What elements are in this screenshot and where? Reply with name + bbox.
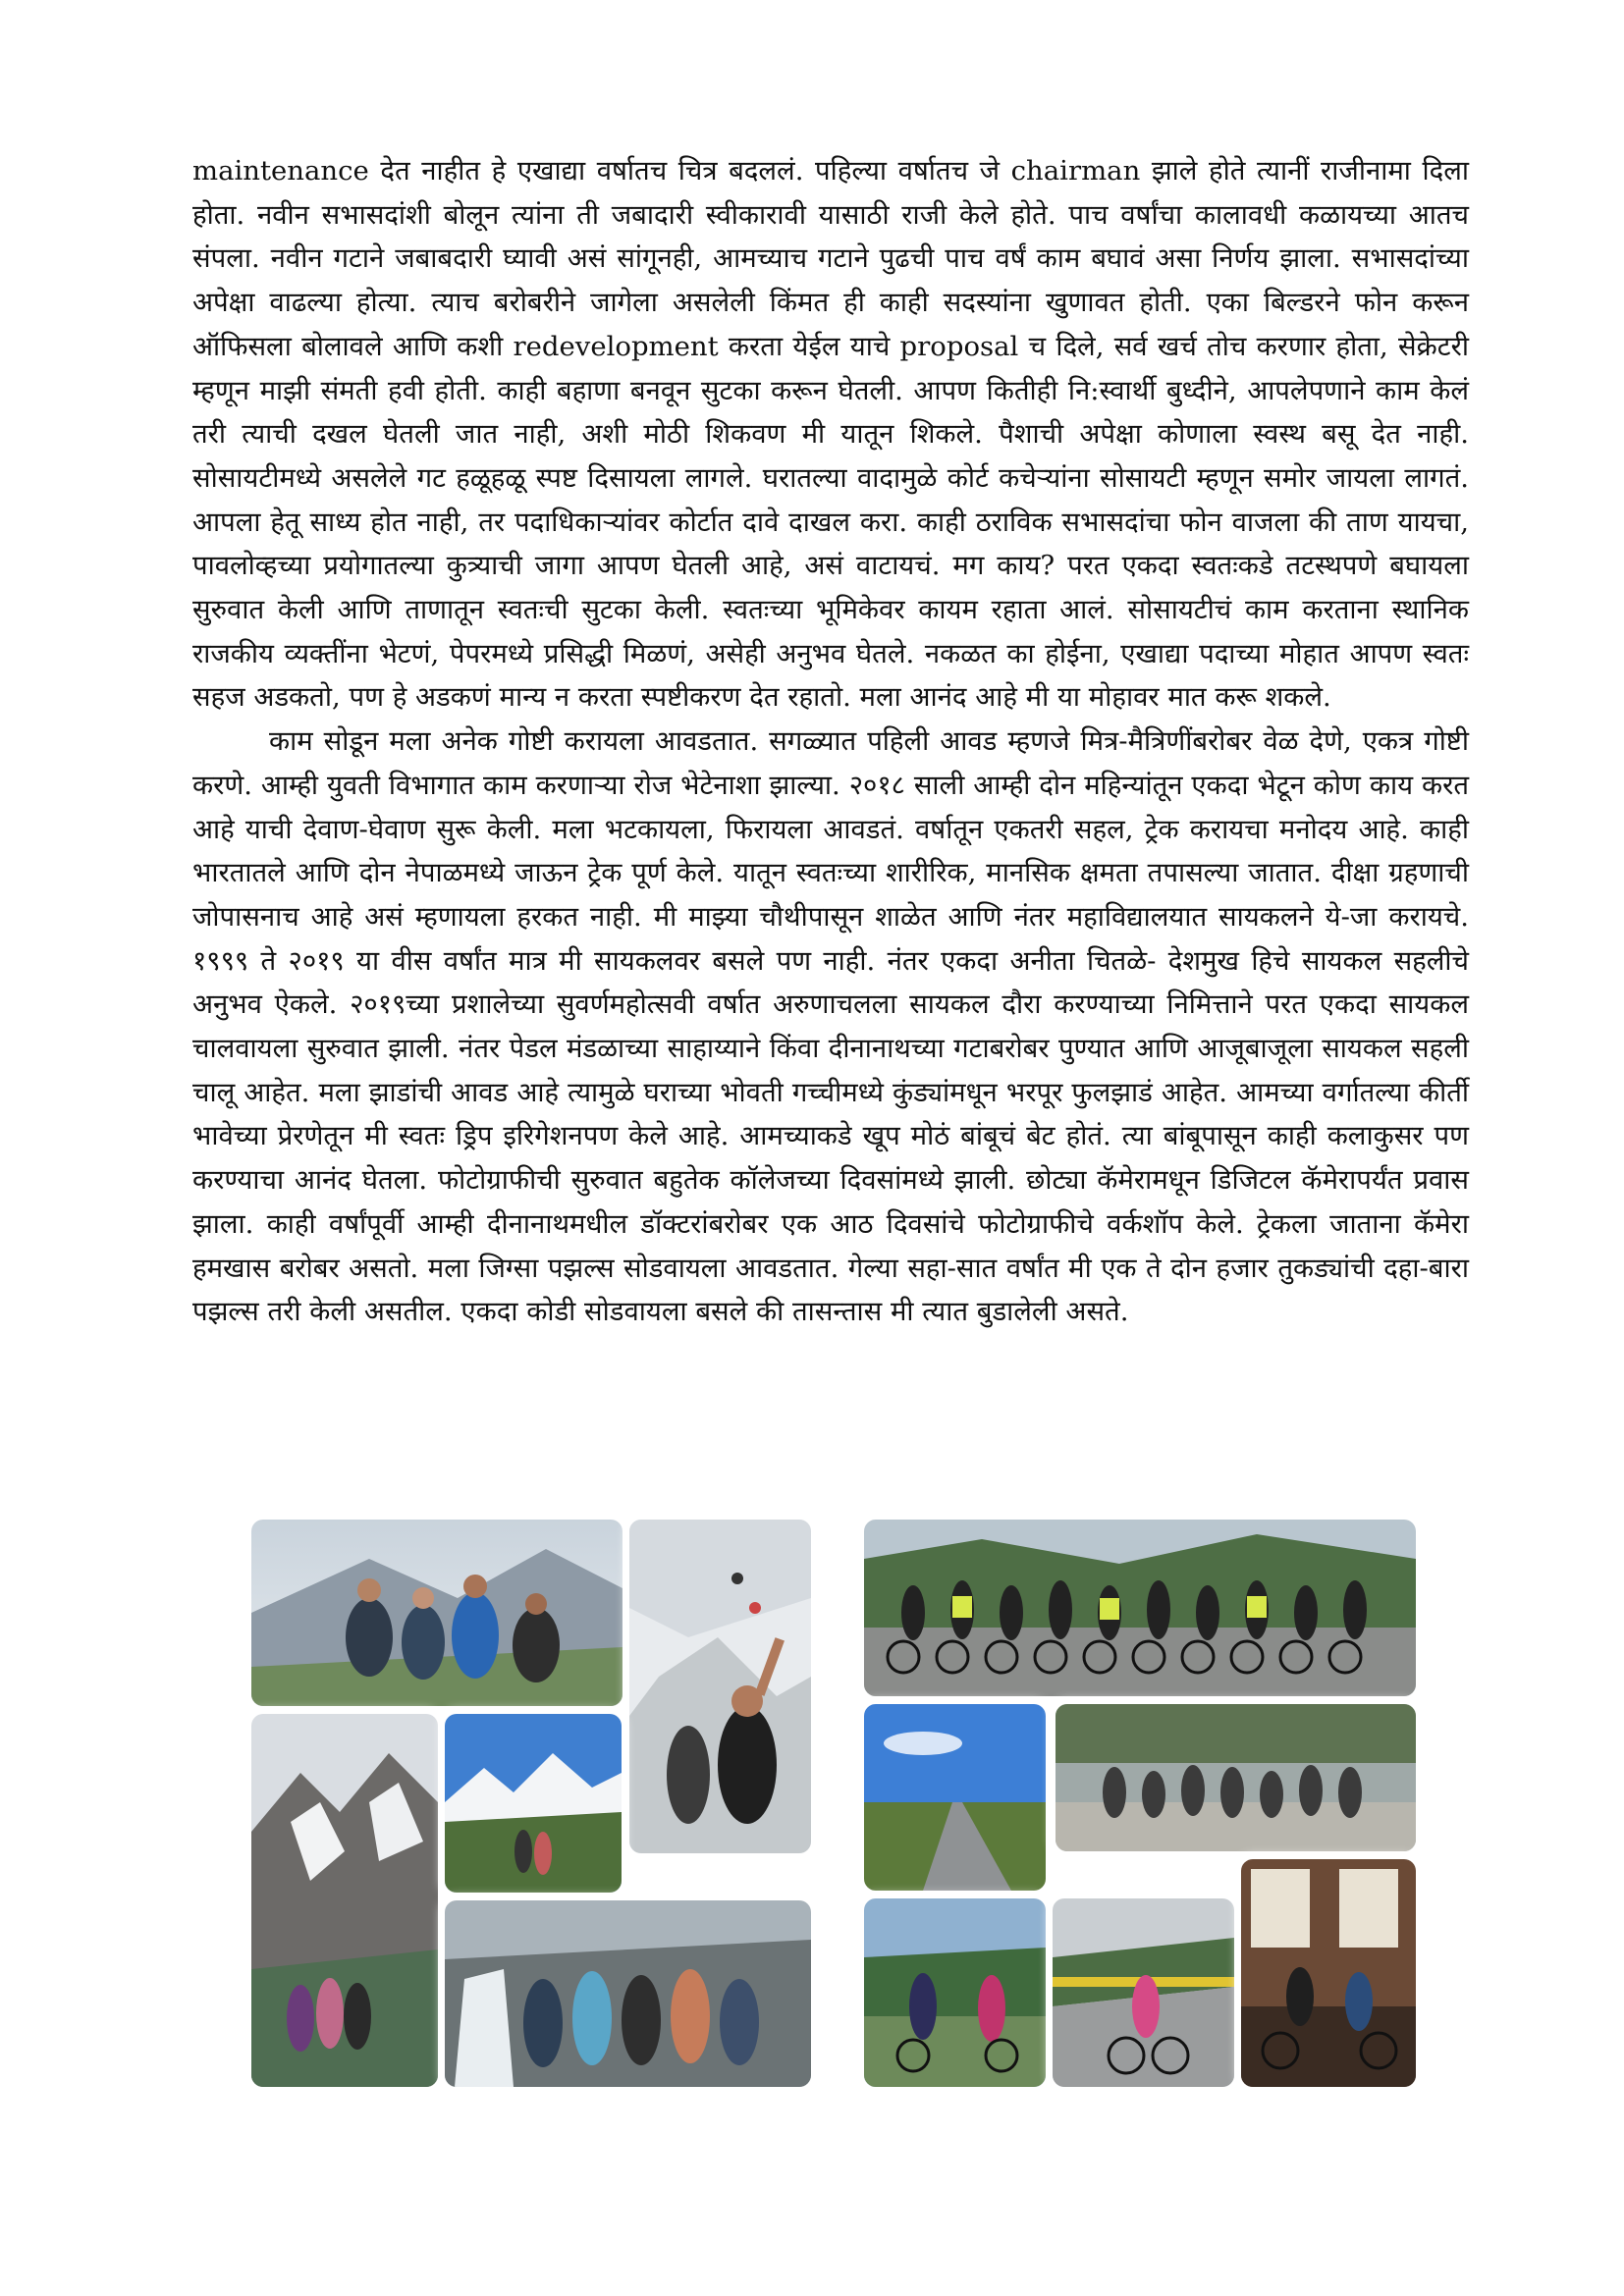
cyclists-lineup-photo	[864, 1520, 1416, 1696]
waterfall-group-photo	[445, 1900, 811, 2087]
snow-peaks-photo	[445, 1714, 622, 1893]
cyclist-road-photo	[1053, 1898, 1234, 2087]
snow-climb-photo	[629, 1520, 811, 1853]
cyclist-lake-photo	[864, 1898, 1046, 2087]
group-at-gate-photo	[1056, 1704, 1416, 1851]
open-road-photo	[864, 1704, 1046, 1891]
body-text	[192, 149, 1469, 1334]
indoor-bikes-photo	[1241, 1859, 1416, 2087]
trek-photo-collage	[251, 1520, 811, 2087]
paragraph-hobbies: काम सोडून मला अनेक गोष्टी करायला आवडतात. सगळ्यात पहिली आवड म्हणजे मित्र-मैत्रिणींबरोबर वेळ देणे, एकत्र गोष्टी करणे. आम्ही युवती विभागात काम करणाऱ्या रोज भेटेनाशा झाल्या. २०१८ साली आम्ही दोन महिन्यांतून एकदा भेटून कोण काय करत आहे याची देवाण-घेवाण सुरू केली. मला भटकायला, फिरायला आवडतं. वर्षातून एकतरी सहल, ट्रेक करायचा मनोदय आहे. काही भारतातले आणि दोन नेपाळमध्ये जाऊन ट्रेक पूर्ण केले. यातून स्वतःच्या शारीरिक, मानसिक क्षमता तपासल्या जातात. दीक्षा ग्रहणाची जोपासनाच आहे असं म्हणायला हरकत नाही. मी माझ्या चौथीपासून शाळेत आणि नंतर महाविद्यालयात सायकलने ये-जा करायचे. १९९९ ते २०१९ या वीस वर्षांत मात्र मी सायकलवर बसले पण नाही. नंतर एकदा अनीता चितळे- देशमुख हिचे सायकल सहलीचे अनुभव ऐकले. २०१९च्या प्रशालेच्या सुवर्णमहोत्सवी वर्षात अरुणाचलला सायकल दौरा करण्याच्या निमित्ताने परत एकदा सायकल चालवायला सुरुवात झाली. नंतर पेडल मंडळाच्या साहाय्याने किंवा दीनानाथच्या गटाबरोबर पुण्यात आणि आजूबाजूला सायकल सहली चालू आहेत. मला झाडांची आवड आहे त्यामुळे घराच्या भोवती गच्चीमध्ये कुंड्यांमधून भरपूर फुलझाडं आहेत. आमच्या वर्गातल्या कीर्ती भावेच्या प्रेरणेतून मी स्वतः ड्रिप इरिगेशनपण केले आहे. आमच्याकडे खूप मोठं बांबूचं बेट होतं. त्या बांबूपासून काही कलाकुसर पण करण्याचा आनंद घेतला. फोटोग्राफीची सुरुवात बहुतेक कॉलेजच्या दिवसांमध्ये झाली. छोट्या कॅमेरामधून डिजिटल कॅमेरापर्यंत प्रवास झाला. काही वर्षांपूर्वी आम्ही दीनानाथमधील डॉक्टरांबरोबर एक आठ दिवसांचे फोटोग्राफीचे वर्कशॉप केले. ट्रेकला जाताना कॅमेरा हमखास बरोबर असतो. मला जिग्सा पझल्स सोडवायला आवडतात. गेल्या सहा-सात वर्षांत मी एक ते दोन हजार तुकड्यांची दहा-बारा पझल्स तरी केली असतील. एकदा कोडी सोडवायला बसले की तासन्तास मी त्यात बुडालेली असते.	[192, 725, 1469, 1328]
trek-group-photo	[251, 1520, 623, 1706]
paragraph-society-experience: maintenance देत नाहीत हे एखाद्या वर्षातच चित्र बदललं. पहिल्या वर्षातच जे chairman झाले होते त्यानीं राजीनामा दिला होता. नवीन सभासदांशी बोलून त्यांना ती जबादारी स्वीकारावी यासाठी राजी केले होते. पाच वर्षांचा कालावधी कळायच्या आतच संपला. नवीन गटाने जबाबदारी घ्यावी असं सांगूनही, आमच्याच गटाने पुढची पाच वर्षं काम बघावं असा निर्णय झाला. सभासदांच्या अपेक्षा वाढल्या होत्या. त्याच बरोबरीने जागेला असलेली किंमत ही काही सदस्यांना खुणावत होती. एका बिल्डरने फोन करून ऑफिसला बोलावले आणि कशी redevelopment करता येईल याचे proposal च दिले, सर्व खर्च तोच करणार होता, सेक्रेटरी म्हणून माझी संमती हवी होती. काही बहाणा बनवून सुटका करून घेतली. आपण कितीही नि:स्वार्थी बुध्दीने, आपलेपणाने काम केलं तरी त्याची दखल घेतली जात नाही, अशी मोठी शिकवण मी यातून शिकले. पैशाची अपेक्षा कोणाला स्वस्थ बसू देत नाही. सोसायटीमध्ये असलेले गट हळूहळू स्पष्ट दिसायला लागले. घरातल्या वादामुळे कोर्ट कचेऱ्यांना सोसायटी म्हणून समोर जायला लागतं. आपला हेतू साध्य होत नाही, तर पदाधिकाऱ्यांवर कोर्टात दावे दाखल करा. काही ठराविक सभासदांचा फोन वाजला की ताण यायचा, पावलोव्हच्या प्रयोगातल्या कुत्र्याची जागा आपण घेतली आहे, असं वाटायचं. मग काय? परत एकदा स्वतःकडे तटस्थपणे बघायला सुरुवात केली आणि ताणातून स्वतःची सुटका केली. स्वतःच्या भूमिकेवर कायम रहाता आलं. सोसायटीचं काम करताना स्थानिक राजकीय व्यक्तींना भेटणं, पेपरमध्ये प्रसिद्धी मिळणं, असेही अनुभव घेतले. नकळत का होईना, एखाद्या पदाच्या मोहात आपण स्वतः सहज अडकतो, पण हे अडकणं मान्य न करता स्पष्टीकरण देत रहातो. मला आनंद आहे मी या मोहावर मात करू शकले.	[192, 155, 1469, 714]
cycling-photo-collage	[864, 1520, 1416, 2087]
rocky-mountain-photo	[251, 1714, 438, 2087]
